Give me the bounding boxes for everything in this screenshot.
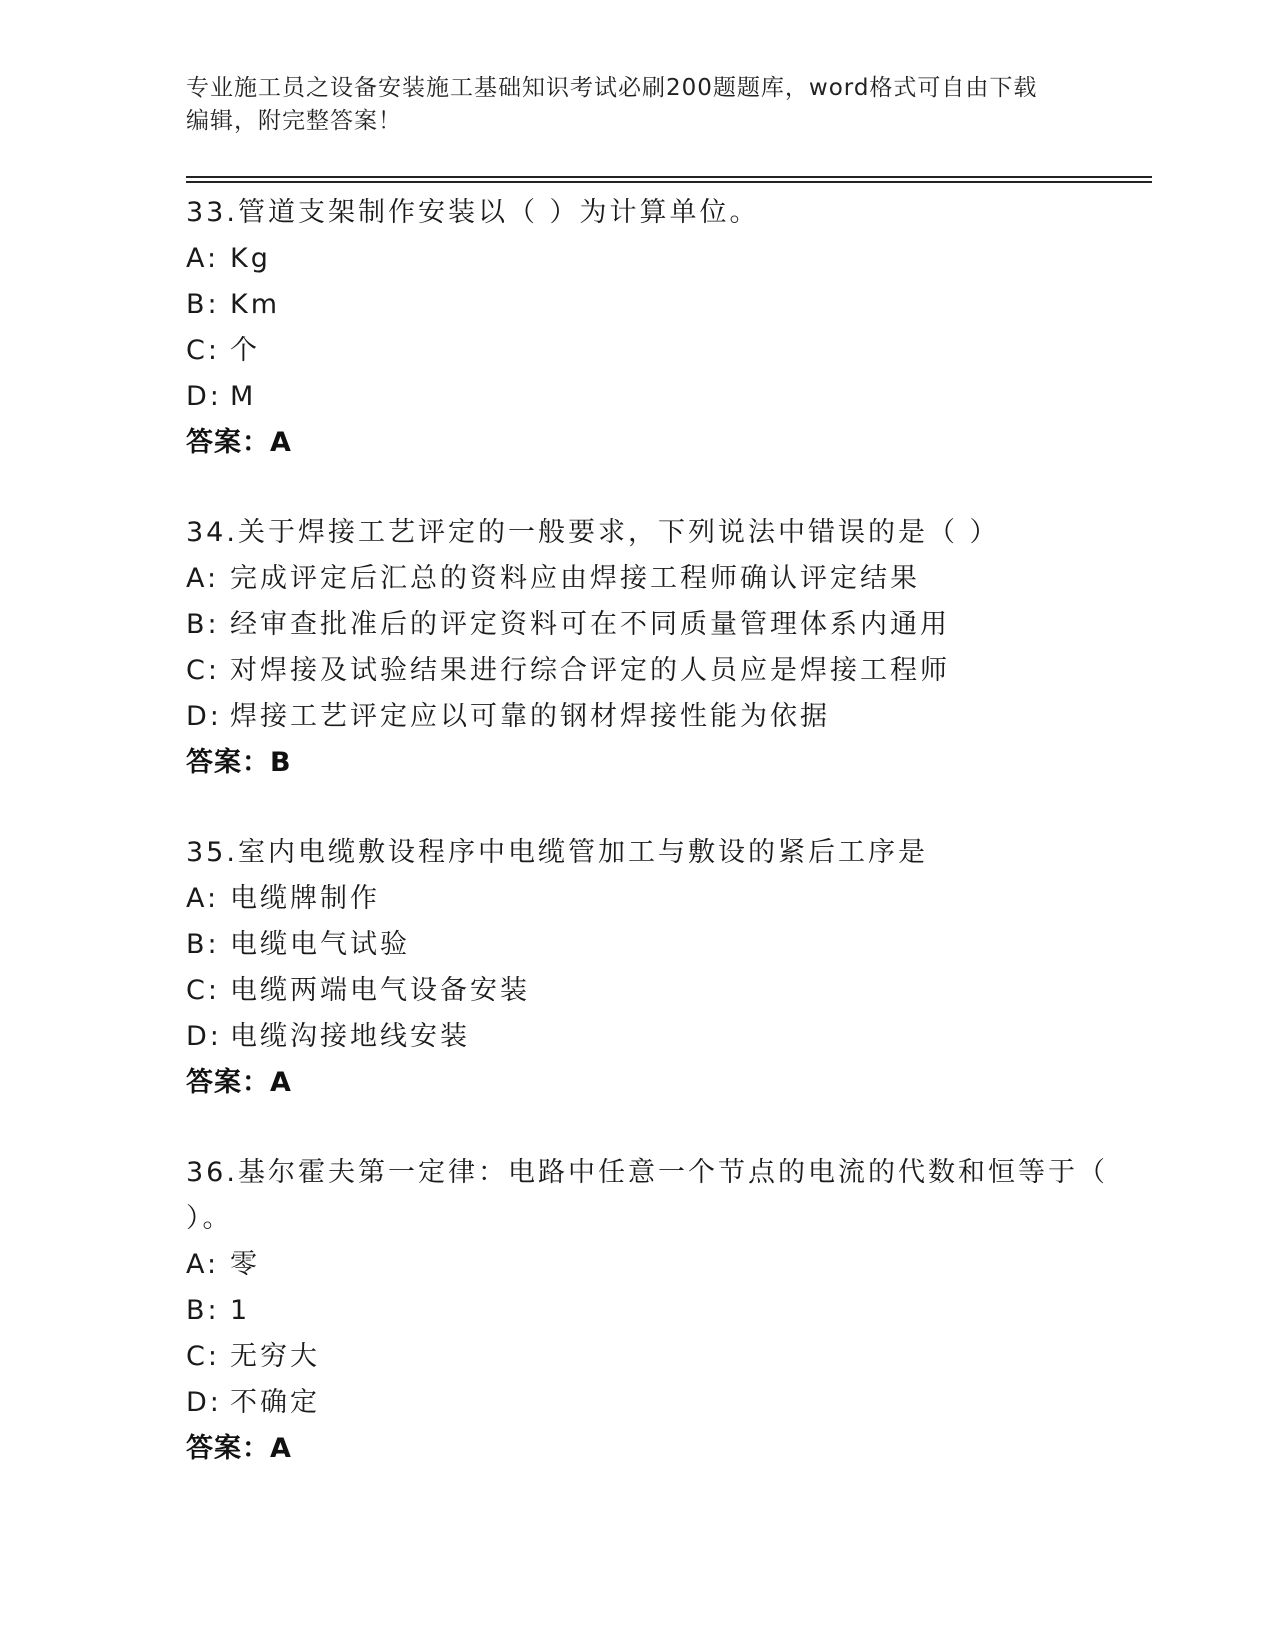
option-text: M [230, 381, 257, 412]
option-d [186, 694, 1186, 740]
option-key: A: [186, 243, 220, 274]
option-c [186, 328, 1186, 374]
option-a [186, 236, 1186, 282]
option-text: 1 [230, 1295, 251, 1326]
option-a [186, 1242, 1186, 1288]
option-text: 个 [230, 335, 260, 366]
question-stem: 36.基尔霍夫第一定律：电路中任意一个节点的电流的代数和恒等于（ ）。 [186, 1157, 1108, 1234]
option-text: 电缆牌制作 [230, 883, 380, 914]
option-text: 电缆电气试验 [230, 929, 410, 960]
option-b [186, 1288, 1186, 1334]
answer-line: 答案：A [186, 1067, 292, 1098]
option-text: 完成评定后汇总的资料应由焊接工程师确认评定结果 [230, 563, 920, 594]
option-key: B: [186, 929, 220, 960]
option-b [186, 922, 1186, 968]
option-key: A: [186, 883, 220, 914]
question-33 [186, 190, 1186, 466]
option-text: 经审查批准后的评定资料可在不同质量管理体系内通用 [230, 609, 950, 640]
option-key: D: [186, 1387, 222, 1418]
option-d [186, 374, 1186, 420]
question-34 [186, 510, 1186, 786]
option-key: B: [186, 609, 220, 640]
header-line-2: 编辑，附完整答案！ [186, 108, 402, 134]
option-c [186, 1334, 1186, 1380]
option-b [186, 602, 1186, 648]
answer-line: 答案：B [186, 747, 292, 778]
answer-line: 答案：A [186, 1433, 292, 1464]
option-key: B: [186, 289, 220, 320]
option-text: 电缆沟接地线安装 [230, 1021, 470, 1052]
option-key: D: [186, 381, 222, 412]
question-list [186, 190, 1186, 1516]
option-key: C: [186, 1341, 220, 1372]
option-b [186, 282, 1186, 328]
header-line-1: 专业施工员之设备安装施工基础知识考试必刷200题题库，word格式可自由下载 [186, 75, 1038, 101]
question-stem: 35.室内电缆敷设程序中电缆管加工与敷设的紧后工序是 [186, 837, 928, 868]
option-c [186, 648, 1186, 694]
option-a [186, 556, 1186, 602]
question-36 [186, 1150, 1186, 1472]
option-key: A: [186, 1249, 220, 1280]
option-key: C: [186, 655, 220, 686]
option-a [186, 876, 1186, 922]
option-text: 无穷大 [230, 1341, 320, 1372]
option-text: 对焊接及试验结果进行综合评定的人员应是焊接工程师 [230, 655, 950, 686]
option-text: Km [230, 289, 281, 320]
question-35 [186, 830, 1186, 1106]
document-header [186, 72, 1086, 138]
option-text: 零 [230, 1249, 260, 1280]
option-text: 焊接工艺评定应以可靠的钢材焊接性能为依据 [230, 701, 830, 732]
option-text: 电缆两端电气设备安装 [230, 975, 530, 1006]
answer-line: 答案：A [186, 427, 292, 458]
option-key: C: [186, 335, 220, 366]
option-key: D: [186, 701, 222, 732]
header-divider-bottom [186, 181, 1152, 183]
option-d [186, 1014, 1186, 1060]
option-key: B: [186, 1295, 220, 1326]
option-key: D: [186, 1021, 222, 1052]
option-c [186, 968, 1186, 1014]
option-d [186, 1380, 1186, 1426]
option-key: C: [186, 975, 220, 1006]
question-stem: 33.管道支架制作安装以（ ）为计算单位。 [186, 197, 760, 228]
option-text: 不确定 [230, 1387, 320, 1418]
option-text: Kg [230, 243, 271, 274]
question-stem: 34.关于焊接工艺评定的一般要求，下列说法中错误的是（ ） [186, 517, 1000, 548]
header-divider-top [186, 176, 1152, 178]
option-key: A: [186, 563, 220, 594]
